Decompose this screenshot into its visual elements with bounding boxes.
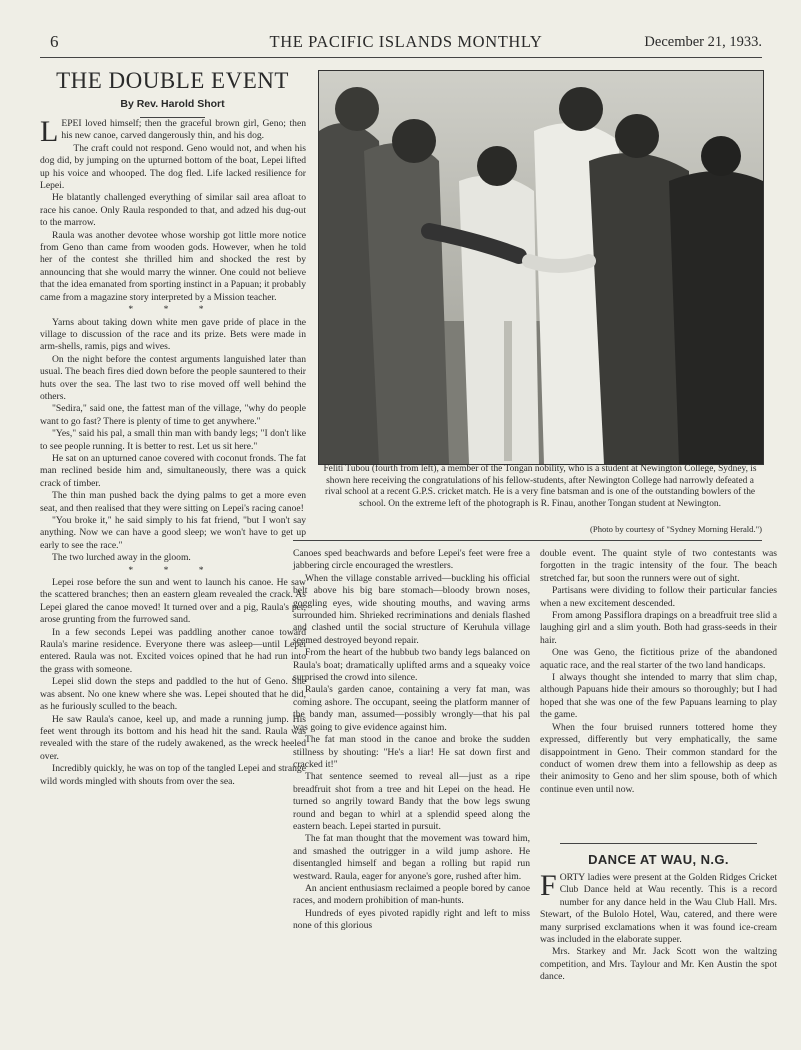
news-photograph <box>318 70 764 465</box>
article-paragraph: Raula was another devotee whose worship got little more notice from Geno than came from wooden gods. However, when he told her of the contest she thrilled him and shocked the rest by announcing that she would marry the winner. One could not believe that the idea emanated from sporting instinct in a Papuan; it probably came from a magazine story interpreted by a Mission teacher. <box>40 229 306 303</box>
article-paragraph: Lepei rose before the sun and went to launch his canoe. He saw the scattered branches; then an eastern gleam revealed the crack. As Lepei glared the canoe moved! It turned over and a pig, Raula's pet, arose grunting from the furrowed sand. <box>40 577 306 626</box>
drop-cap: L <box>40 115 59 148</box>
page-header <box>50 32 762 54</box>
section-break: * * * <box>128 564 218 576</box>
article-paragraph: An ancient enthusiasm reclaimed a people bored by canoe races, and modern prohibition of man-hunts. <box>293 882 530 907</box>
issue-date: December 21, 1933. <box>644 34 762 50</box>
article-paragraph: From the heart of the hubbub two bandy legs balanced on Raula's boat; dramatically uplifted arms and a squeaky voice surprised the crowd into silence. <box>293 647 530 684</box>
photo-illustration <box>319 71 763 464</box>
article-paragraph: That sentence seemed to reveal all—just as a ripe breadfruit shot from a tree and hit Lepei on the head. He turned so angrily toward Bandy that the bow legs swung round and began to whirl at a splendid speed along the eastern beach. Lepei started in pursuit. <box>293 771 530 832</box>
article-paragraph: LEPEI loved himself; then the graceful brown girl, Geno; then his new canoe, carved dangerously thin, and his dog. <box>40 115 306 148</box>
masthead: THE PACIFIC ISLANDS MONTHLY <box>269 32 543 51</box>
article-paragraph: When the village constable arrived—buckling his official belt above his big bare stomach—bloody brown noses, goggling eyes, wide shouting mouths, and waving arms surrounded him. Shrieked recriminations and denials flashed and clashed until the social structure of Keruhula village seemed destroyed beyond repair. <box>293 572 530 646</box>
article-paragraph: Yarns about taking down white men gave pride of place in the village to discussion of the race and its prize. Bets were made in arm-shells, ramis, pigs and wives. <box>40 316 306 353</box>
article-paragraph: "Sedira," said one, the fattest man of the village, "why do people want to go fast? There is plenty of time to get anywhere." <box>40 403 306 427</box>
side-article-body <box>540 869 777 984</box>
article-paragraph: When the four bruised runners tottered home they expressed, differently but very emphatically, the same disappointment in Geno. Their common standard for the conduct of women drew them into a fellowship as deep as their animosity to Geno and her slim spouse, both of which continue even until now. <box>540 721 777 795</box>
side-article-rule <box>560 843 757 844</box>
article-paragraph: Lepei slid down the steps and paddled to the hut of Geno. She was absent. No one knew where she was. Lepei shouted that he did, as he furiously sculled to the beach. <box>40 676 306 713</box>
article-paragraph: Canoes sped beachwards and before Lepei's feet were free a jabbering circle encouraged the wrestlers. <box>293 548 530 572</box>
drop-cap: F <box>540 869 557 902</box>
article-paragraph: From among Passiflora drapings on a breadfruit tree slid a laughing girl and a slim youth. Both had grass-seeds in their hair. <box>540 610 777 646</box>
header-rule <box>40 57 762 58</box>
article-paragraph: "You broke it," he said simply to his fat friend, "but I won't say anything. Now we can have a good sleep; we won't have to get up early to see the race." <box>40 515 306 551</box>
article-paragraph: On the night before the contest arguments languished later than usual. The beach fires died down before the people sauntered to their huts over the sea. The last two to rise moved off well behind the others. <box>40 353 306 402</box>
page-number: 6 <box>50 32 59 51</box>
article-paragraph: The fat man stood in the canoe and broke the sudden stillness by shouting: "He's a liar! He sat down first and cracked it!" <box>293 734 530 770</box>
article-paragraph: The fat man thought that the movement was toward him, and smashed the outrigger in a wild jump ashore. He disentangled himself and began a rolling but rapid run westward. Raula, eager for anyone's gore, rushed after him. <box>293 833 530 882</box>
article-paragraph: The craft could not respond. Geno would not, and when his dog did, by jumping on the upturned bottom of the boat, Lepei lifted up his voice and whooped. The dog fled. Life lacked resilience for Lepei. <box>40 142 306 192</box>
article-column-2 <box>293 548 530 933</box>
article-column-1 <box>40 115 306 788</box>
article-paragraph: I always thought she intended to marry that slim chap, although Papuans hide their amours so thoroughly; but I had hoped that she was one of the few Papuans learning to play the game. <box>540 672 777 721</box>
caption-rule <box>293 540 762 541</box>
photo-credit: (Photo by courtesy of "Sydney Morning Herald.") <box>590 524 762 534</box>
article-paragraph: Incredibly quickly, he was on top of the tangled Lepei and strange wild words mingled with shouts from over the sea. <box>40 763 306 787</box>
article-paragraph: He blatantly challenged everything of similar sail area afloat to race his canoe. Only Raula responded to that, and adzed his dug-out to the marrow. <box>40 192 306 229</box>
article-paragraph: Partisans were dividing to follow their particular fancies when a new excitement descended. <box>540 585 777 609</box>
photo-caption: Feliti Tubou (fourth from left), a member of the Tongan nobility, who is a student at Newington College, Sydney, is shown here receiving the congratulations of his fellow-students, after Newington College had narrowly defeated a rival school at a recent G.P.S. cricket match. He is a very fine batsman and is one of the outstanding bowlers of the school. On the extreme left of the photograph is R. Finau, another Tongan student at Newington. <box>323 464 757 509</box>
article-column-3 <box>540 548 777 796</box>
article-title: THE DOUBLE EVENT <box>56 68 289 93</box>
section-break: * * * <box>128 304 218 316</box>
article-paragraph: He saw Raula's canoe, keel up, and made a running jump. His feet went through its bottom and his head hit the sand. Raula was revealed with the stare of the rudely awakened, as the wreck heeled over. <box>40 713 306 762</box>
article-paragraph: Hundreds of eyes pivoted rapidly right and left to miss none of this glorious <box>293 907 530 932</box>
side-article-title: DANCE AT WAU, N.G. <box>588 852 729 867</box>
article-paragraph: He sat on an upturned canoe covered with coconut fronds. The fat man reclined beside him and, simultaneously, there was a quick crack of timber. <box>40 452 306 489</box>
article-paragraph: double event. The quaint style of two contestants was forgotten in the tragic intensity of the four. The beach stretched far, but soon the runners were out of sight. <box>540 548 777 584</box>
article-paragraph: FORTY ladies were present at the Golden Ridges Cricket Club Dance held at Wau recently. This is a record number for any dance held in the Wau Club Hall. Mrs. Stewart, of the Bulolo Hotel, Wau, catered, and there were many surprised exclamations when it was found ice-cream was included in the elaborate supper. <box>540 869 777 946</box>
article-paragraph: The thin man pushed back the dying palms to get a more even seat, and then realised that they were sitting on Lepei's racing canoe! <box>40 490 306 514</box>
article-paragraph: Raula's garden canoe, containing a very fat man, was coming ashore. The occupant, seeing the platform manner of the bandy man, assumed—possibly wrongly—that his pal was going to give evidence against him. <box>293 684 530 733</box>
article-byline: By Rev. Harold Short <box>120 98 225 110</box>
article-paragraph: One was Geno, the fictitious prize of the abandoned aquatic race, and the real starter of the two land handicaps. <box>540 647 777 671</box>
article-paragraph: Mrs. Starkey and Mr. Jack Scott won the waltzing competition, and Mrs. Taylour and Mr. Ken Austin the spot dance. <box>540 946 777 983</box>
article-paragraph: "Yes," said his pal, a small thin man with bandy legs; "I don't like to see people running. It is better to rest. Let us sit here." <box>40 428 306 452</box>
article-paragraph: The two lurched away in the gloom. <box>52 552 191 564</box>
article-paragraph: In a few seconds Lepei was paddling another canoe toward Raula's marine residence. Everyone there was asleep—until Lepei entered. Raula was not. Excited voices opined that he had run into the grass with someone. <box>40 626 306 675</box>
